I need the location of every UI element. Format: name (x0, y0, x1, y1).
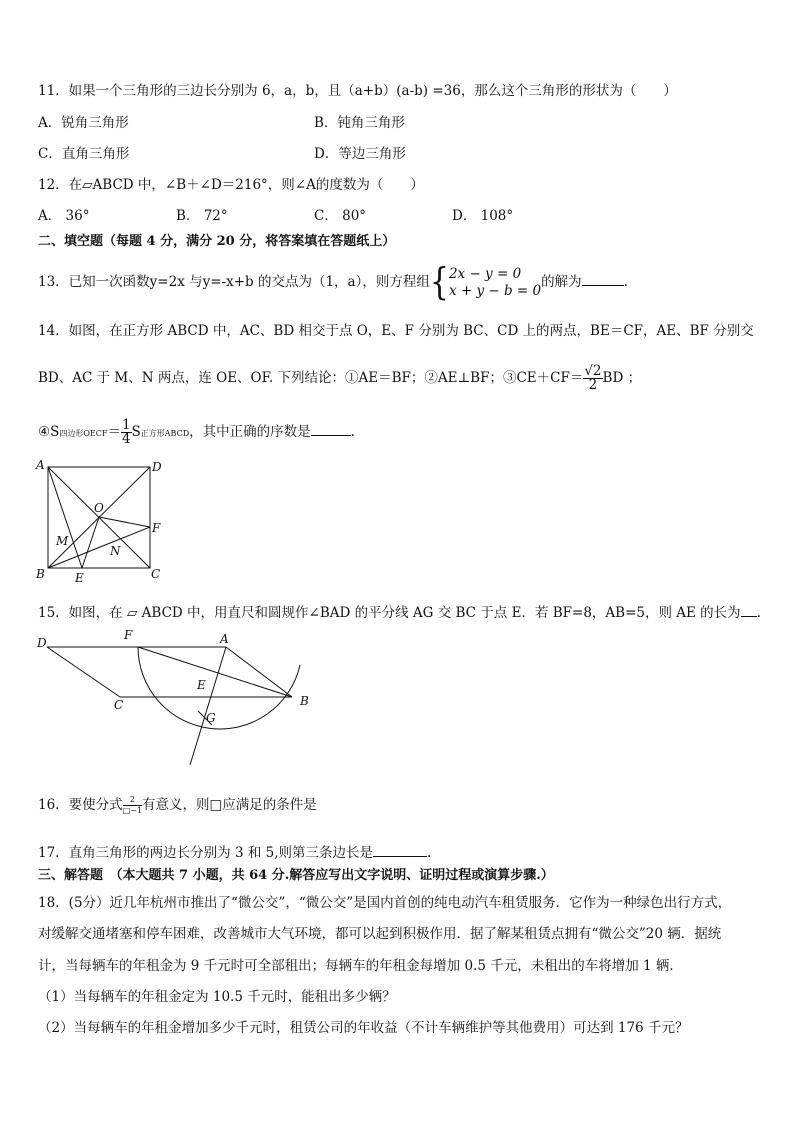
fig14-label-m: M (56, 534, 69, 548)
q14-line1: 14．如图，在正方形 ABCD 中，AC、BD 相交于点 O，E、F 分别为 BC、CD 上的两点，BE＝CF，AE、BF 分别交 (38, 323, 754, 339)
q14-fraction-1-over-4 (121, 419, 132, 446)
q13-eq1: 2x − y = 0 (448, 265, 522, 282)
q14-sub-quad: 四边形OECF (59, 429, 108, 438)
q16-post: 有意义，则□应满足的条件是 (142, 797, 317, 813)
q18-line2: 对缓解交通堵塞和停车困难，改善城市大气环境，都可以起到积极作用．据了解某租赁点拥有“微公交”20 辆．据统 (38, 926, 722, 942)
q14-fraction-sqrt2-over-2 (583, 365, 602, 392)
q18-line3: 计，当每辆车的年租金为 9 千元时可全部租出；每辆车的年租金每增加 0.5 千元，未租出的车将增加 1 辆． (38, 958, 683, 974)
q14-eq: ＝ (107, 424, 121, 440)
q11-stem: 11．如果一个三角形的三边长分别为 6，a，b，且（a+b）(a-b) =36，那么这个三角形的形状为（ ） (38, 83, 677, 99)
fig14-label-c: C (151, 567, 161, 581)
q12-option-d: D． 108° (452, 208, 514, 224)
q12-stem: 12．在▱ABCD 中，∠B＋∠D＝216°，则∠A的度数为（ ） (38, 177, 424, 193)
q14-line2 (38, 360, 641, 396)
fig15-label-c: C (114, 698, 124, 712)
fig14-label-e: E (75, 571, 84, 585)
fig15-label-a: A (220, 632, 229, 646)
q18-subquestion-1: （1）当每辆车的年租金定为 10.5 千元时，能租出多少辆？ (38, 989, 396, 1005)
q12-option-a: A． 36° (38, 208, 90, 224)
section-2-heading: 二、填空题（每题 4 分，满分 20 分，将答案填在答题纸上） (38, 234, 396, 249)
fig14-label-b: B (36, 567, 45, 581)
fig14-label-o: O (94, 501, 104, 515)
section-3-heading: 三、解答题 （本大题共 7 小题，共 64 分.解答应写出文字说明、证明过程或演算步骤.） (38, 868, 554, 883)
fig14-label-n: N (110, 544, 121, 558)
q12-option-b: B． 72° (176, 208, 228, 224)
q13-pre: 13．已知一次函数y=2x 与y=-x+b 的交点为（1，a），则方程组 (38, 274, 430, 290)
q14-line2-post: BD ； (602, 370, 642, 386)
fig15-label-g: G (206, 711, 216, 725)
q15-answer-blank (741, 603, 757, 617)
q16-pre: 16．要使分式 (38, 797, 123, 813)
q11-option-c: C．直角三角形 (38, 146, 130, 162)
q14-line3-end: . (350, 424, 355, 440)
q11-option-b: B．钝角三角形 (314, 115, 405, 131)
fig15-label-d: D (37, 636, 47, 650)
q13-post: 的解为 (541, 274, 582, 290)
q18-subquestion-2: （2）当每辆车的年租金增加多少千元时，租赁公司的年收益（不计车辆维护等其他费用）可达到 176 千元？ (38, 1020, 689, 1036)
q16-fraction (123, 795, 142, 816)
fig14-label-a: A (36, 458, 45, 472)
fig14-label-f: F (152, 521, 161, 535)
q13-end: . (623, 274, 628, 290)
q14-sub-square: 正方形ABCD (140, 429, 190, 438)
q11-option-d: D．等边三角形 (314, 146, 406, 162)
q14-frac2-num: 1 (121, 417, 131, 433)
q13-brace: { (429, 260, 449, 304)
q16-line (38, 790, 317, 820)
q13-answer-blank (582, 272, 624, 286)
q15-end: ． (756, 605, 771, 621)
q14-line2-pre: BD、AC 于 M、N 两点，连 OE、OF. 下列结论：①AE＝BF；②AE⊥BF；③CE＋CF＝ (38, 370, 584, 386)
q14-answer-blank (311, 422, 351, 436)
q17-line (38, 843, 431, 862)
q14-frac-den: 2 (588, 377, 598, 393)
q13-eq2: x + y − b = 0 (448, 282, 542, 299)
q18-line1: 18．(5分）近几年杭州市推出了“微公交”，“微公交”是国内首创的纯电动汽车租赁服务．它作为一种绿色出行方式， (38, 895, 732, 911)
q17-answer-blank (373, 843, 427, 857)
q15-text: 15．如图，在 ▱ ABCD 中，用直尺和圆规作∠BAD 的平分线 AG 交 BC 于点 E．若 BF=8，AB=5，则 AE 的长为 (38, 605, 741, 621)
q16-frac-num: 2 (123, 795, 142, 806)
q13-system (449, 266, 541, 300)
figure-14-square (30, 455, 180, 585)
q14-s: S (131, 424, 141, 440)
q11-option-a: A．锐角三角形 (38, 115, 129, 131)
fig15-label-e: E (197, 678, 206, 692)
q14-line3 (38, 414, 355, 450)
q14-line3-pre: ④S (38, 424, 60, 440)
q14-line3-post: ，其中正确的序数是 (189, 424, 311, 440)
q16-frac-den: □−1 (122, 806, 143, 815)
q17-end: . (427, 845, 432, 861)
fig15-label-b: B (300, 694, 309, 708)
q12-option-c: C． 80° (314, 208, 367, 224)
q17-text: 17．直角三角形的两边长分别为 3 和 5,则第三条边长是 (38, 845, 374, 861)
fig15-label-f: F (124, 628, 133, 642)
fig14-label-d: D (152, 460, 162, 474)
q13-line (38, 262, 628, 302)
figure-15-parallelogram (30, 625, 330, 770)
q14-frac2-den: 4 (121, 431, 131, 447)
q14-frac-num: √2 (584, 363, 602, 379)
q15-line (38, 603, 770, 622)
